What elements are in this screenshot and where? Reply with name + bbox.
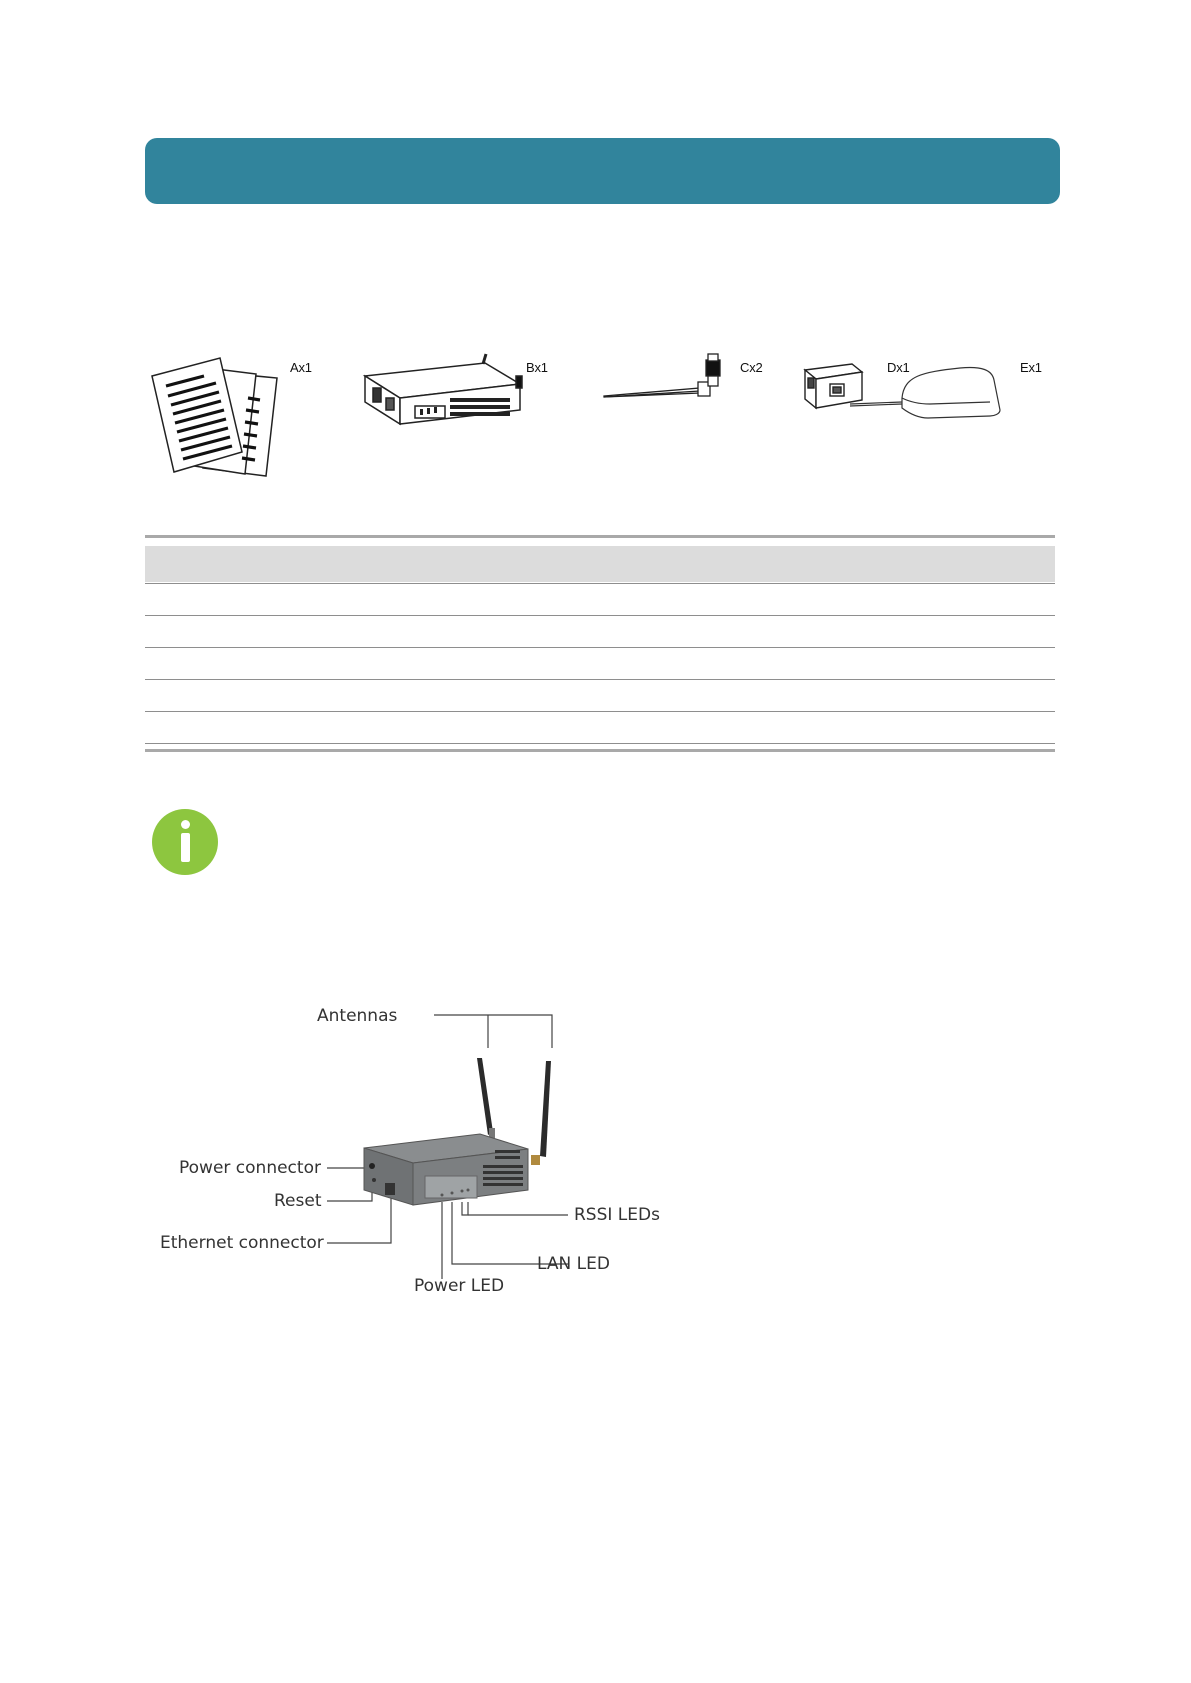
item-label-b: Bx1 [526, 360, 548, 375]
device-diagram [150, 1000, 670, 1320]
table-row [145, 647, 1055, 648]
item-label-a: Ax1 [290, 360, 312, 375]
documents-icon [152, 358, 277, 476]
item-label-d: Dx1 [887, 360, 910, 375]
callout-rssi-leds: RSSI LEDs [574, 1205, 660, 1225]
package-contents-table [145, 535, 1055, 757]
router-device-icon [365, 354, 522, 424]
antenna-icon [604, 354, 720, 397]
callout-ethernet-connector: Ethernet connector [160, 1233, 324, 1253]
callout-power-led: Power LED [414, 1276, 505, 1296]
table-top-rule [145, 535, 1055, 538]
callout-power-connector: Power connector [179, 1158, 321, 1178]
table-row [145, 711, 1055, 712]
poe-injector-icon [805, 364, 862, 408]
info-icon [152, 809, 218, 875]
section-header-banner [145, 138, 1060, 204]
table-bottom-rule [145, 749, 1055, 752]
table-row [145, 583, 1055, 584]
package-contents-illustration [140, 350, 1060, 490]
power-adapter-icon [850, 368, 1000, 419]
table-row [145, 743, 1055, 744]
callout-lan-led: LAN LED [537, 1254, 610, 1274]
router-device [364, 1134, 528, 1205]
table-row [145, 615, 1055, 616]
callout-antennas: Antennas [317, 1006, 398, 1026]
item-label-c: Cx2 [740, 360, 763, 375]
item-label-e: Ex1 [1020, 360, 1042, 375]
table-row [145, 679, 1055, 680]
table-header-row [145, 546, 1055, 582]
callout-reset: Reset [274, 1191, 322, 1211]
